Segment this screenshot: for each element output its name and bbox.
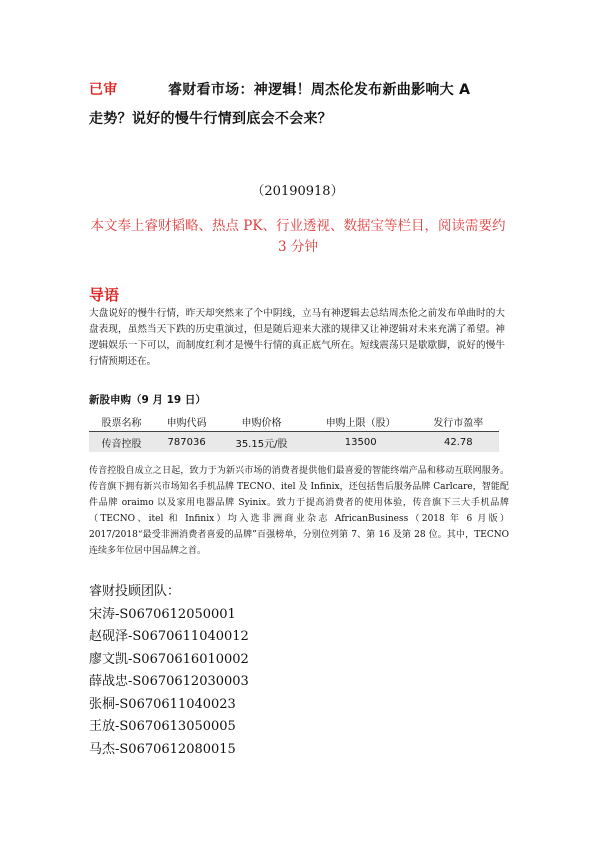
cell-subscription-price: 35.15元/股: [235, 438, 288, 450]
header-subscription-code: 申购代码: [154, 412, 219, 432]
title-text-1: 睿财看市场：神逻辑！周杰伦发布新曲影响大 A: [167, 82, 471, 98]
publish-date: （20190918）: [251, 184, 344, 199]
lead-paragraph: 大盘说好的慢牛行情，昨天却突然来了个中阴线，立马有神逻辑去总结周杰伦之前发布单曲时的大盘表现，虽然当天下跌的历史重演过，但是随后迎来大涨的规律又让神逻辑对未来充满了希望。神逻辑娱乐一下可以，而制度红利才是慢牛行情的真正底气所在。短线震荡只是歇歇脚，说好的慢牛行情预期还在。: [89, 308, 505, 367]
list-item: 张桐-S0670611040023: [89, 696, 236, 712]
header-stock-name: 股票名称: [89, 412, 154, 432]
cell-subscription-code: 787036: [167, 436, 206, 448]
list-item: 王放-S0670613050005: [89, 719, 236, 734]
list-item: 马杰-S0670612080015: [89, 741, 236, 757]
article-title-line2: 走势？说好的慢牛行情到底会不会来？: [89, 111, 333, 127]
article-title-line1: [89, 79, 470, 99]
cell-subscription-limit: 13500: [344, 436, 377, 448]
cell-stock-name: 传音控股: [101, 438, 142, 450]
header-pe-ratio: 发行市盈率: [418, 412, 499, 432]
header-subscription-limit: 申购上限（股）: [304, 412, 418, 432]
intro-text: 本文奉上睿财韬略、热点 PK、行业透视、数据宝等栏目，阅读需要约 3 分钟: [90, 218, 506, 255]
list-item: 宋涛-S0670612050001: [89, 606, 236, 622]
company-description: 传音控股自成立之日起，致力于为新兴市场的消费者提供他们最喜爱的智能终端产品和移动互联网服务。传音旗下拥有新兴市场知名手机品牌 TECNO、itel 及 Infinix，还包括售后服务品牌 Carlcare，智能配件品牌 oraimo 以及家用电器品牌 Syinix。致力于提高消费者的使用体验，传音旗下三大手机品牌（TECNO、itel 和 Infinix）均入选非洲商业杂志 AfricanBusiness（2018 年 6 月版）2017/2018“最受非洲消费者喜爱的品牌”百强榜单，分别位列第 7、第 16 及第 28 位。其中，TECNO 连续多年位居中国品牌之首。: [89, 466, 509, 556]
list-item: 廖文凯-S0670616010002: [89, 651, 249, 667]
list-item: 赵砚泽-S0670611040012: [89, 629, 249, 644]
header-subscription-price: 申购价格: [219, 412, 304, 432]
list-item: 薛战忠-S0670612030003: [89, 674, 249, 689]
ipo-section-title: 新股申购（9 月 19 日）: [89, 394, 206, 406]
table-row: [89, 432, 499, 453]
advisor-team: [89, 581, 249, 761]
lead-title: 导语: [89, 286, 120, 304]
ipo-table: [89, 412, 499, 452]
team-title: 睿财投顾团队：: [89, 584, 181, 599]
review-badge: 已审: [89, 82, 118, 98]
cell-pe-ratio: 42.78: [443, 436, 473, 448]
ipo-table-header: [89, 412, 499, 432]
